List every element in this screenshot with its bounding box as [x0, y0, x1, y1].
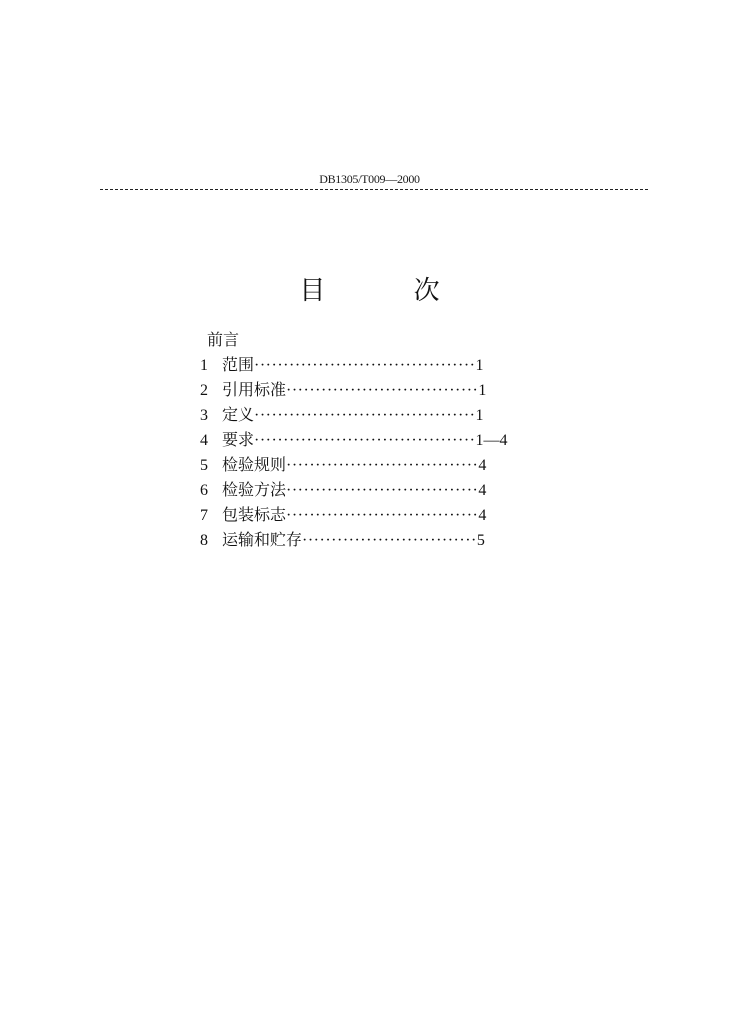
toc-entry-number: 8	[200, 532, 208, 549]
toc-entry-label: 检验规则	[222, 455, 287, 474]
header-divider	[100, 189, 648, 190]
toc-entry-number: 2	[200, 382, 208, 399]
toc-entry-leader: ······································	[254, 432, 476, 449]
document-code: DB1305/T009—2000	[319, 172, 420, 186]
toc-entry-leader: ·································	[286, 507, 479, 524]
toc-entry-leader: ······································	[254, 407, 476, 424]
toc-entry-page: 1—4	[475, 432, 508, 449]
toc-entry-page: 1	[478, 382, 487, 399]
toc-entry-label: 运输和贮存	[222, 530, 303, 549]
toc-entry[interactable]	[200, 452, 620, 477]
toc-entry-label: 范围	[222, 355, 255, 374]
toc-entry-leader: ······································	[254, 357, 476, 374]
toc-entry-page: 4	[478, 507, 487, 524]
toc-entry-label: 要求	[222, 430, 255, 449]
toc-entry-label: 包装标志	[222, 505, 287, 524]
toc-entry-page: 1	[475, 357, 484, 374]
toc-entry[interactable]	[200, 352, 620, 377]
toc-entry-leader: ·································	[286, 457, 479, 474]
toc-title: 目 次	[299, 276, 480, 306]
toc-entry-leader: ·································	[286, 382, 479, 399]
toc-entry-number: 4	[200, 432, 208, 449]
toc-entry-leader: ······························	[302, 532, 477, 549]
toc-entry-leader: ·································	[286, 482, 479, 499]
toc-entry[interactable]	[200, 502, 620, 527]
toc-entry[interactable]	[200, 427, 620, 452]
toc-entry-label: 检验方法	[222, 480, 287, 499]
toc-entry-page: 4	[478, 457, 487, 474]
toc-entry[interactable]	[200, 402, 620, 427]
toc-entry[interactable]	[200, 377, 620, 402]
toc-entry-number: 5	[200, 457, 208, 474]
toc-entry-number: 1	[200, 357, 208, 374]
toc-entry-number: 3	[200, 407, 208, 424]
toc-entry-page: 5	[476, 532, 485, 549]
toc-entry-number: 6	[200, 482, 208, 499]
table-of-contents	[200, 327, 620, 552]
toc-entry-page: 4	[478, 482, 487, 499]
toc-entry-number: 7	[200, 507, 208, 524]
toc-entry-label: 定义	[222, 405, 255, 424]
toc-entry-page: 1	[475, 407, 484, 424]
toc-preface: 前言	[207, 330, 240, 349]
toc-entry[interactable]	[200, 477, 620, 502]
toc-entry-label: 引用标准	[222, 380, 287, 399]
toc-entry[interactable]	[200, 527, 620, 552]
